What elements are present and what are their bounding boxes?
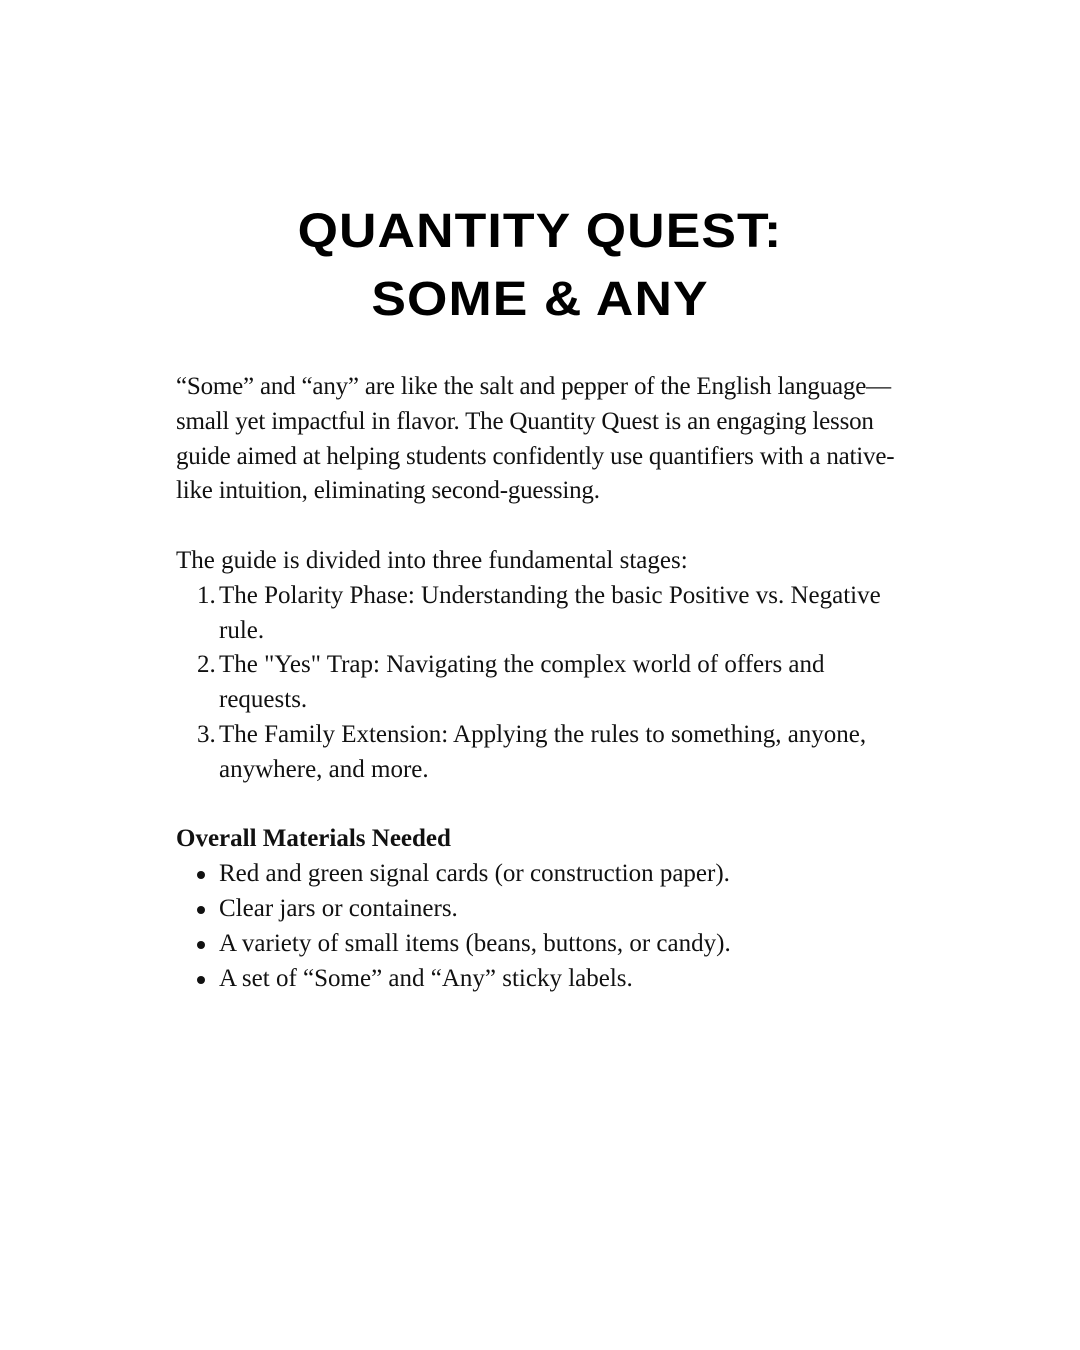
material-text: Red and green signal cards (or construction paper). [219,860,730,888]
stages-lead: The guide is divided into three fundamental stages: [176,546,688,574]
bullet-icon [197,871,205,879]
stages-list [176,579,916,788]
stage-item [176,718,916,788]
material-item [176,892,916,927]
material-text: Clear jars or containers. [219,894,458,922]
document-body [176,370,916,996]
material-text: A set of “Some” and “Any” sticky labels. [219,964,633,992]
stage-item [176,648,916,718]
material-item [176,962,916,997]
stage-number: 2. [197,651,216,679]
intro-paragraph: “Some” and “any” are like the salt and pepper of the English language—small yet impactful in flavor. The Quantity Quest is an engaging lesson guide aimed at helping students confidently use quantifiers with a native-like intuition, eliminating second-guessing. [176,373,895,505]
stage-text: The Family Extension: Applying the rules to something, anyone, anywhere, and more. [219,720,867,783]
material-item [176,927,916,962]
title-line-2: SOME & ANY [371,273,709,326]
stage-number: 1. [197,581,216,609]
stage-text: The Polarity Phase: Understanding the basic Positive vs. Negative rule. [219,581,881,644]
page-title [0,198,1080,334]
materials-heading: Overall Materials Needed [176,825,451,853]
stage-text: The "Yes" Trap: Navigating the complex world of offers and requests. [219,651,825,714]
bullet-icon [197,941,205,949]
material-text: A variety of small items (beans, buttons, or candy). [219,929,731,957]
paragraph-spacer [176,509,916,544]
stage-item [176,579,916,649]
stage-number: 3. [197,720,216,748]
title-line-1: QUANTITY QUEST: [297,205,783,258]
bullet-icon [197,906,205,914]
material-item [176,857,916,892]
materials-list [176,857,916,996]
bullet-icon [197,976,205,984]
section-spacer [176,788,916,823]
